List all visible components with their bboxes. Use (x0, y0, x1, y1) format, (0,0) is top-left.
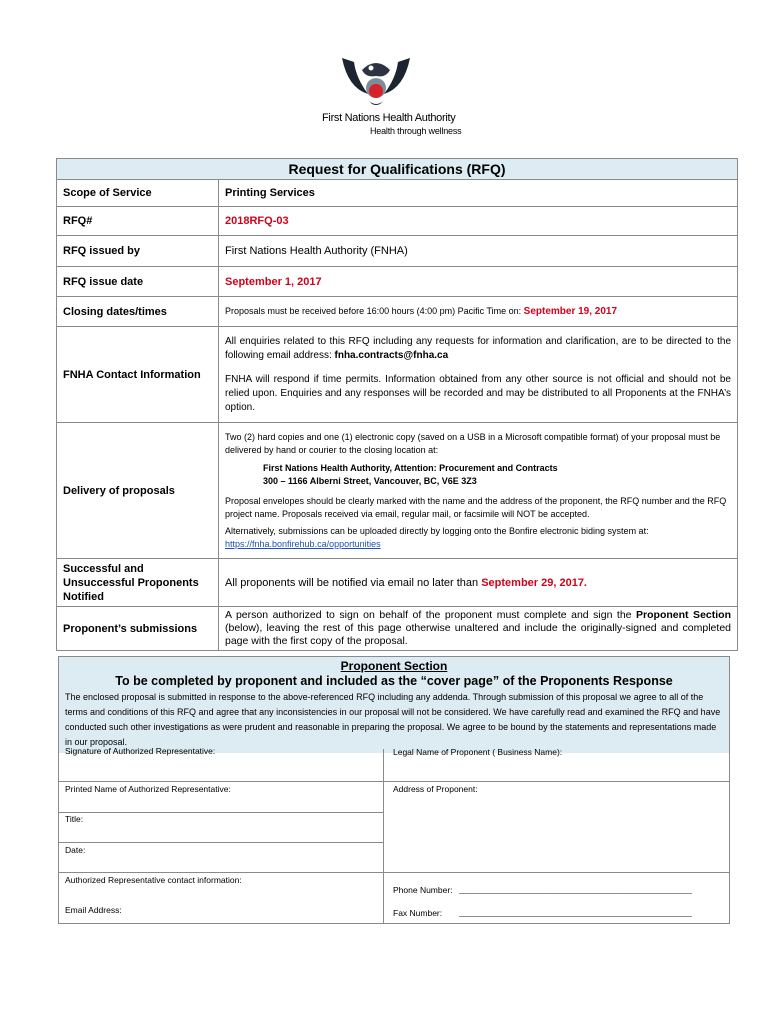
notified-value: All proponents will be notified via email no later than September 29, 2017. (219, 559, 738, 607)
delivery-address-1: First Nations Health Authority, Attention: Procurement and Contracts (263, 463, 558, 473)
submissions-value: A person authorized to sign on behalf of the proponent must complete and sign the Proponent Section (below), leaving the rest of this page otherwise unaltered and include the originally-signed and completed page with the first copy of the proposal. (219, 607, 738, 651)
proponent-title: Proponent Section (340, 659, 448, 673)
issue-date-value: September 1, 2017 (219, 267, 738, 297)
closing-label: Closing dates/times (57, 297, 219, 327)
delivery-value (219, 423, 738, 559)
delivery-label: Delivery of proposals (57, 423, 219, 559)
closing-date: September 19, 2017 (523, 306, 618, 317)
scope-label: Scope of Service (57, 180, 219, 207)
field-divider-vertical (383, 749, 384, 923)
field-row-line-1 (59, 781, 729, 782)
scope-value: Printing Services (219, 180, 738, 207)
signature-field[interactable]: Signature of Authorized Representative: (65, 746, 216, 756)
contact-email: fnha.contracts@fnha.ca (334, 349, 449, 361)
phone-blank-line[interactable]: _______________________________________________________ (459, 884, 692, 894)
fax-blank-line[interactable]: _______________________________________________________ (459, 907, 692, 917)
phone-field[interactable]: Phone Number: (393, 885, 453, 895)
address-field[interactable]: Address of Proponent: (393, 784, 478, 794)
legal-name-field[interactable]: Legal Name of Proponent ( Business Name): (393, 747, 563, 757)
delivery-paragraph-3: Alternatively, submissions can be uploaded directly by logging onto the Bonfire electronic biding system at: (225, 526, 649, 536)
proponent-body: The enclosed proposal is submitted in response to the above-referenced RFQ including any addenda. Through submission of this proposal we agree to all of the terms and conditions of this RFQ and agree that any inconsistencies in our proposal will not be considered. We have carefully read and examined the RFQ and have conducted such other investigations as were prudent and reasonable in preparing the proposal. We agree to be bound by the statements and representations made in our proposal. (65, 692, 721, 747)
rfq-table (56, 158, 738, 651)
rfq-number-label: RFQ# (57, 207, 219, 236)
issued-by-label: RFQ issued by (57, 236, 219, 267)
rfq-number-value: 2018RFQ-03 (219, 207, 738, 236)
delivery-address-2: 300 – 1166 Alberni Street, Vancouver, BC, V6E 3Z3 (263, 475, 477, 486)
issue-date-label: RFQ issue date (57, 267, 219, 297)
bonfire-link[interactable]: https://fnha.bonfirehub.ca/opportunities (225, 538, 381, 549)
printed-name-field[interactable]: Printed Name of Authorized Representative: (65, 784, 231, 794)
closing-value (219, 297, 738, 327)
fnha-logo-icon (338, 48, 414, 112)
issued-by-value: First Nations Health Authority (FNHA) (219, 236, 738, 267)
notified-date: September 29, 2017. (481, 576, 587, 589)
contact-label: FNHA Contact Information (57, 327, 219, 423)
delivery-paragraph-1: Two (2) hard copies and one (1) electronic copy (saved on a USB in a Microsoft compatible format) of your proposal must be delivered by hand or courier to the closing location at: (225, 432, 721, 455)
proponent-section (58, 656, 730, 924)
contact-paragraph-1: All enquiries related to this RFQ including any requests for information and clarification, are to be directed to the following email address: fnha.contracts@fnha.ca (225, 335, 731, 361)
field-row-line-3 (59, 842, 383, 843)
delivery-paragraph-2: Proposal envelopes should be clearly marked with the name and the address of the proponent, the RFQ number and the RFQ project name. Proposals received via email, regular mail, or facsimile will NOT be accepted. (225, 496, 727, 519)
contact-paragraph-2: FNHA will respond if time permits. Information obtained from any other source is not official and should not be relied upon. Enquiries and any responses will be recorded and may be distributed to all Proponents at the FNHA’s option. (225, 373, 731, 413)
org-name: First Nations Health Authority (322, 112, 456, 124)
contact-info-field[interactable]: Authorized Representative contact information: (65, 875, 242, 885)
date-field[interactable]: Date: (65, 845, 86, 855)
title-field[interactable]: Title: (65, 814, 84, 824)
org-tagline: Health through wellness (370, 126, 462, 136)
notified-label: Successful and Unsuccessful Proponents Notified (57, 559, 219, 607)
proponent-subtitle: To be completed by proponent and included as the “cover page” of the Proponents Response (115, 674, 673, 688)
field-row-line-2 (59, 812, 383, 813)
closing-text: Proposals must be received before 16:00 hours (4:00 pm) Pacific Time on: (225, 306, 524, 316)
email-field[interactable]: Email Address: (65, 905, 122, 915)
rfq-title: Request for Qualifications (RFQ) (57, 159, 738, 180)
field-row-line-4 (59, 872, 729, 873)
proponent-header (59, 657, 729, 753)
fax-field[interactable]: Fax Number: (393, 908, 443, 918)
contact-value (219, 327, 738, 423)
submissions-label: Proponent’s submissions (57, 607, 219, 651)
